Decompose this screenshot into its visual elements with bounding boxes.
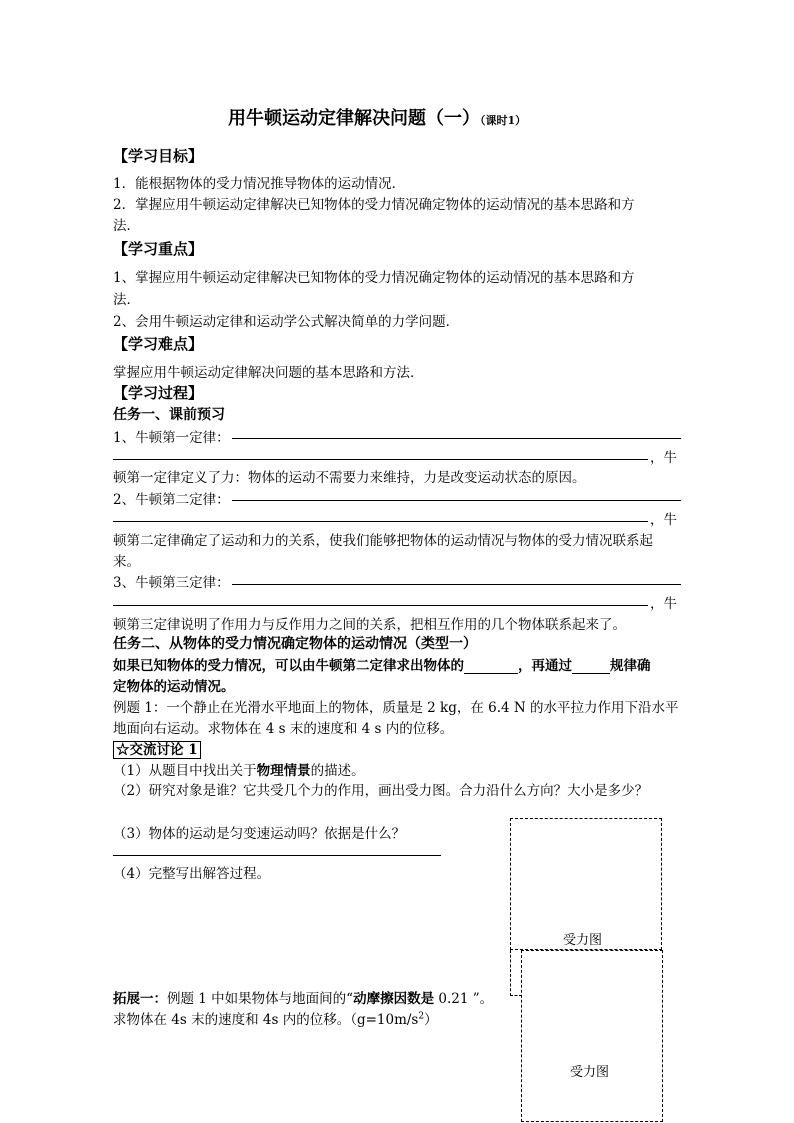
q1-part-c: 的描述。	[310, 763, 365, 779]
law3-tail: ，牛	[650, 596, 677, 612]
question-4: （4）完整写出解答过程。	[113, 866, 271, 882]
extension-close: ）	[424, 1012, 438, 1028]
extension-emphasis: 动摩擦因数是	[353, 991, 435, 1007]
question-1	[113, 759, 365, 779]
example1-line1: 例题 1：一个静止在光滑水平地面上的物体，质量是 2 kg，在 6.4 N 的水平拉力作用下沿水平	[113, 700, 679, 716]
q1-part-a: （1）从题目中找出关于	[113, 763, 257, 779]
extension-part-a: 例题 1 中如果物体与地面间的“	[167, 991, 354, 1007]
section-process: 【学习过程】	[113, 384, 204, 402]
question-3-answer-line[interactable]	[113, 855, 441, 856]
force-diagram-label-2: 受力图	[570, 1065, 610, 1080]
intro-part-a: 如果已知物体的受力情况，可以由牛顿第二定律求出物体的	[113, 658, 464, 674]
q1-emphasis: 物理情景	[256, 763, 311, 779]
task1-title: 任务一、课前预习	[113, 407, 225, 423]
box1-connector-vertical	[510, 950, 511, 996]
law2-note-line1: 顿第二定律确定了运动和力的关系，使我们能够把物体的运动情况与物体的受力情况联系起	[113, 533, 653, 549]
difficulty-text: 掌握应用牛顿运动定律解决问题的基本思路和方法．	[113, 365, 424, 381]
law2-answer-line-1[interactable]	[232, 500, 681, 501]
extension-label: 拓展一：	[113, 991, 167, 1007]
blank-kinematics[interactable]	[572, 659, 610, 674]
law3-answer-line-2[interactable]	[113, 605, 648, 606]
question-2: （2）研究对象是谁？它共受几个力的作用，画出受力图。合力沿什么方向？大小是多少？	[113, 783, 649, 799]
extension-line2	[113, 1008, 438, 1028]
page-title-row	[228, 104, 526, 130]
law2-tail: ，牛	[650, 512, 677, 528]
force-diagram-label-1: 受力图	[563, 933, 603, 948]
key-point-1-line1: 1、掌握应用牛顿运动定律解决已知物体的受力情况确定物体的运动情况的基本思路和方	[113, 270, 635, 286]
exponent: 2	[418, 1011, 425, 1022]
force-diagram-box-2[interactable]	[521, 950, 663, 1122]
section-key-points: 【学习重点】	[113, 240, 204, 258]
law2-answer-line-2[interactable]	[113, 521, 648, 522]
law2-note-line2: 来。	[113, 554, 140, 570]
blank-acceleration[interactable]	[464, 659, 518, 674]
lesson-note: （课时1）	[480, 114, 527, 127]
objective-2-line2: 法．	[113, 218, 140, 234]
example1-line2: 地面向右运动。求物体在 4 s 末的速度和 4 s 内的位移。	[113, 721, 454, 737]
task2-intro-line2: 定物体的运动情况。	[113, 679, 235, 695]
task2-intro-line1	[113, 654, 651, 674]
objective-1: 1．能根据物体的受力情况推导物体的运动情况．	[113, 176, 406, 192]
discussion-label	[113, 738, 201, 758]
law1-tail: ，牛	[650, 450, 677, 466]
key-point-2: 2、会用牛顿运动定律和运动学公式解决简单的力学问题．	[113, 314, 460, 330]
law1-note: 顿第一定律定义了力：物体的运动不需要力来维持，力是改变运动状态的原因。	[113, 470, 586, 486]
law1-label: 1、牛顿第一定律：	[113, 430, 230, 446]
extension-question: 求物体在 4s 末的速度和 4s 内的位移。（g=10m/s	[113, 1012, 419, 1028]
law3-answer-line-1[interactable]	[232, 584, 681, 585]
intro-part-b: ，再通过	[518, 658, 572, 674]
discussion-box: ☆交流讨论 1	[113, 741, 201, 759]
law3-note: 顿第三定律说明了作用力与反作用力之间的关系，把相互作用的几个物体联系起来了。	[113, 617, 626, 633]
task2-title: 任务二、从物体的受力情况确定物体的运动情况（类型一）	[113, 636, 477, 652]
section-objectives: 【学习目标】	[113, 147, 204, 165]
law1-answer-line-2[interactable]	[113, 459, 648, 460]
section-difficulties: 【学习难点】	[113, 335, 204, 353]
question-3: （3）物体的运动是匀变速运动吗？依据是什么？	[113, 826, 406, 842]
law1-answer-line-1[interactable]	[232, 438, 681, 439]
extension-line1	[113, 987, 493, 1007]
objective-2-line1: 2．掌握应用牛顿运动定律解决已知物体的受力情况确定物体的运动情况的基本思路和方	[113, 197, 635, 213]
law2-label: 2、牛顿第二定律：	[113, 492, 230, 508]
law3-label: 3、牛顿第三定律：	[113, 575, 230, 591]
key-point-1-line2: 法．	[113, 292, 140, 308]
intro-part-c: 规律确	[610, 658, 651, 674]
extension-part-c: 0.21 ”。	[434, 991, 494, 1007]
page-title: 用牛顿运动定律解决问题（一）	[228, 108, 480, 129]
